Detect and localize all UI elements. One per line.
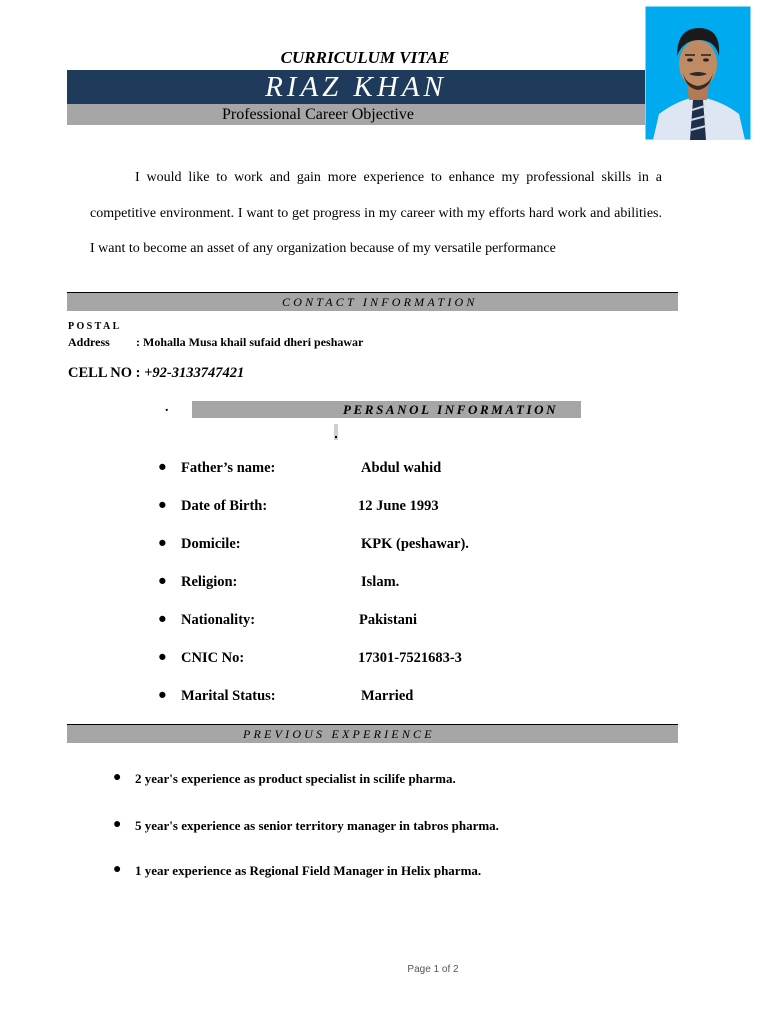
page-number: Page 1 of 2 [407,964,459,975]
personal-label: CNIC No: [181,650,245,666]
personal-value: Abdul wahid [361,460,442,476]
bullet-icon: ● [113,770,122,785]
personal-label: Nationality: [181,612,256,628]
personal-label: Religion: [181,574,238,590]
bullet-icon: ● [158,459,167,475]
experience-section-heading: PREVIOUS EXPERIENCE [243,727,435,741]
personal-value: 12 June 1993 [358,498,439,514]
text-cursor-mark [334,424,338,440]
personal-value: Islam. [361,574,400,590]
personal-label: Marital Status: [181,688,276,704]
postal-label: POSTAL [68,321,122,332]
personal-value: Pakistani [359,612,418,628]
experience-text: 1 year experience as Regional Field Manager in Helix pharma. [135,863,482,878]
cell-number [68,365,244,382]
personal-section-heading: PERSANOL INFORMATION [343,402,559,417]
bullet-icon: ● [158,573,167,589]
experience-text: 2 year's experience as product specialist in scilife pharma. [135,771,456,786]
bullet-icon: ● [113,862,122,877]
bullet-icon: ● [158,611,167,627]
personal-label: Date of Birth: [181,498,268,514]
address-label: Address [68,335,110,349]
objective-heading: Professional Career Objective [222,106,414,123]
experience-text: 5 year's experience as senior territory manager in tabros pharma. [135,818,499,833]
personal-value: 17301-7521683-3 [358,650,462,666]
personal-label: Father’s name: [181,460,276,476]
contact-section-heading: CONTACT INFORMATION [282,295,478,309]
document-title: CURRICULUM VITAE [280,48,450,67]
personal-value: KPK (peshawar). [361,536,469,552]
objective-text: I would like to work and gain more experience to enhance my professional skills in a competitive environment. I want to get progress in my career with my efforts hard work and abilities. I want to become an asset of any organization because of my versatile performance [90,170,662,256]
cell-value: +92-3133747421 [144,365,245,381]
bullet-icon: ● [158,687,167,703]
personal-value: Married [361,688,414,704]
bullet-icon: ● [113,817,122,832]
bullet-icon: ● [158,497,167,513]
personal-label: Domicile: [181,536,241,552]
bullet-icon: ● [158,649,167,665]
cell-label: CELL NO : [68,365,145,381]
address-value: : Mohalla Musa khail sufaid dheri peshawar [136,335,364,349]
profile-photo [645,6,751,140]
candidate-name: RIAZ KHAN [265,71,447,103]
bullet-icon: ● [158,535,167,551]
personal-section-dot: . [165,400,169,415]
